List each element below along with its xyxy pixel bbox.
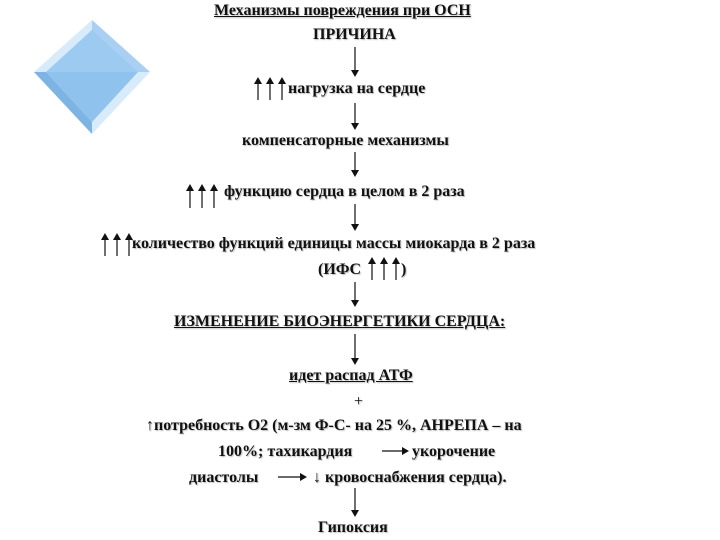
- arrow-down-3: [351, 152, 359, 177]
- shortening-label: укорочение: [412, 443, 496, 460]
- load-on-heart-label: нагрузка на сердце: [288, 80, 426, 97]
- compensatory-mechanisms-label: компенсаторные механизмы: [242, 132, 449, 149]
- hypoxia-label: Гипоксия: [318, 519, 388, 536]
- plus-sign: +: [354, 393, 364, 410]
- up-arrows-ifs: [368, 257, 400, 280]
- tachycardia-label: 100%; тахикардия: [218, 443, 353, 460]
- atp-breakdown-label: идет распад АТФ: [289, 367, 413, 384]
- up-arrows-function: [186, 184, 218, 208]
- up-arrows-unit: [101, 233, 133, 256]
- oxygen-demand-line-1: ↑потребность О2 (м-зм Ф-С- на 25 %, АНРЕПА – на: [146, 417, 522, 434]
- ifs-close-label: ): [401, 261, 407, 278]
- blood-supply-label: ↓ кровоснабжения сердца).: [313, 469, 507, 486]
- arrow-right-diastole: [278, 473, 307, 481]
- ifs-open-label: (ИФС: [318, 261, 362, 278]
- diagram-title: Механизмы повреждения при ОСН: [214, 2, 471, 19]
- up-arrows-load: [254, 77, 286, 100]
- heart-function-label: функцию сердца в целом в 2 раза: [224, 183, 465, 200]
- arrow-down-6: [351, 334, 359, 365]
- cause-label: ПРИЧИНА: [313, 26, 396, 43]
- arrow-down-2: [351, 103, 359, 130]
- arrow-down-4: [351, 204, 359, 231]
- bioenergetics-heading: ИЗМЕНЕНИЕ БИОЭНЕРГЕТИКИ СЕРДЦА:: [174, 313, 506, 330]
- arrow-down-5: [351, 282, 359, 307]
- arrow-down-1: [351, 47, 359, 77]
- unit-functions-label: количество функций единицы массы миокарда в 2 раза: [132, 235, 536, 252]
- diastole-label: диастолы: [189, 469, 259, 486]
- arrow-right-tachycardia: [382, 447, 409, 455]
- arrow-down-7: [351, 488, 359, 517]
